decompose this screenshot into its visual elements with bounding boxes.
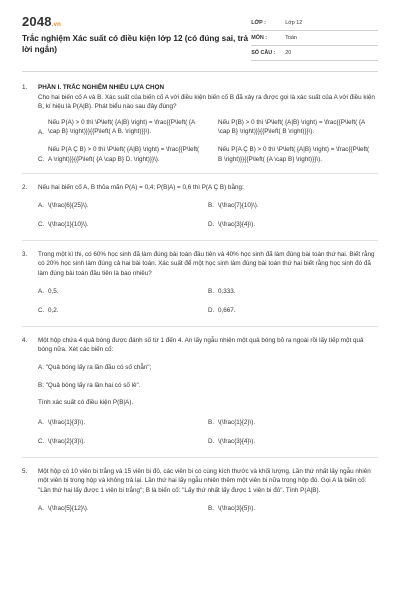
option-text: Nếu P(A Ç B) > 0 thì \P\left( {A|B} \right) = \frac{{P\left( A \right)}}{{P\left( {A \cap B} D. \right)}}\). [48, 146, 200, 163]
meta-row-count [251, 46, 378, 61]
option-letter [208, 118, 218, 138]
question-3 [22, 250, 378, 316]
site-logo[interactable] [22, 14, 251, 29]
option-letter: B. [208, 418, 214, 426]
option-c[interactable] [38, 145, 208, 165]
page-title: Trắc nghiệm Xác suất có điều kiện lớp 12 (có đúng sai, trả lời ngắn) [22, 34, 249, 54]
question-number: 2. [22, 183, 28, 191]
question-number: 1. [22, 84, 28, 91]
option-letter: C. [38, 221, 45, 229]
option-a[interactable] [38, 287, 208, 297]
logo-suffix: .vn [51, 22, 62, 28]
option-text: Nếu P(A) > 0 thì \P\left( {A|B} \right) = \frac{{P\left( {A \cap B} \right)}}{{P\left( A B. \right)}}\). [48, 118, 195, 136]
options-grid [38, 287, 378, 316]
option-text: 0,2. [48, 307, 59, 315]
meta-value: Lớp 12 [285, 20, 303, 26]
question-5 [22, 467, 378, 513]
option-letter: D. [208, 221, 215, 229]
option-text: \(\frac{3}{4}\). [218, 221, 256, 229]
question-body [38, 83, 378, 165]
option-b[interactable] [208, 287, 378, 297]
option-a[interactable] [38, 418, 208, 428]
option-d[interactable] [208, 306, 378, 316]
options-grid [38, 504, 378, 514]
option-letter: C. [38, 307, 45, 315]
option-a[interactable] [38, 118, 208, 138]
option-letter: A. [38, 201, 44, 209]
meta-table [251, 16, 378, 61]
question-body [38, 336, 378, 447]
option-text: Nếu P(B) > 0 thì \P\left( {A|B} \right) = \frac{{P\left( {A \cap B} \right)}}{{P\left( B \right)}}\). [218, 118, 365, 136]
option-letter [208, 145, 218, 165]
option-text: \(\frac{5}{12}\). [48, 504, 89, 512]
options-grid [38, 418, 378, 447]
header-left [22, 14, 251, 61]
option-text: 0,667. [218, 307, 236, 315]
option-text: 0,333. [218, 287, 236, 295]
question-line: Tính xác suất có điều kiện P(B|A). [38, 399, 134, 407]
option-a[interactable] [38, 504, 208, 514]
option-text: \(\frac{7}{10}\). [218, 201, 259, 209]
meta-row-class [251, 16, 378, 31]
question-body [38, 467, 378, 513]
option-letter: A. [38, 128, 44, 136]
header [22, 14, 378, 61]
meta-value: Toán [285, 35, 297, 41]
options-grid [38, 201, 378, 230]
question-body [38, 183, 378, 230]
option-b[interactable] [208, 118, 378, 138]
meta-value: 20 [285, 50, 292, 56]
option-text: \(\frac{6}{25}\). [48, 201, 89, 209]
option-text: \(\frac{1}{2}\). [218, 418, 256, 426]
option-text: \(\frac{1}{10}\). [48, 221, 89, 229]
question-number: 5. [22, 467, 28, 475]
question-1 [22, 83, 378, 165]
section-title: PHẦN I. TRẮC NGHIỆM NHIỀU LỰA CHỌN [38, 84, 165, 91]
option-letter: C. [38, 156, 45, 164]
option-letter: A. [38, 287, 44, 295]
question-4 [22, 336, 378, 447]
meta-label: SỐ CÂU : [251, 50, 276, 56]
meta-label: LỚP : [251, 20, 266, 26]
question-divider [22, 173, 378, 174]
option-a[interactable] [38, 201, 208, 211]
option-text: \(\frac{3}{4}\). [218, 438, 256, 446]
option-letter: B. [208, 287, 214, 295]
question-line: B: "Quả bóng lấy ra lần hai có số lẻ". [38, 381, 141, 389]
option-letter: B. [208, 504, 214, 512]
option-b[interactable] [208, 504, 378, 514]
question-stem: Trong một kì thi, có 60% học sinh đã làm đúng bài toán đầu tiên và 40% học sinh đã làm đúng bài toán thứ hai. Biết rằng có 20% học sinh làm đúng cả hai bài toán. Xác suất để một học sinh làm đúng bài toán thứ hai biết rằng học sinh đó đã làm đúng bài toán đầu tiên là bao nhiêu? [38, 250, 375, 277]
option-text: 0,5. [48, 287, 59, 295]
option-c[interactable] [38, 306, 208, 316]
option-text: \(\frac{2}{3}\). [48, 438, 86, 446]
question-divider [22, 457, 378, 458]
header-divider [22, 71, 378, 72]
option-letter: B. [208, 201, 214, 209]
option-c[interactable] [38, 437, 208, 447]
logo-main: 2048 [22, 14, 52, 29]
question-body [38, 250, 378, 316]
option-letter: D. [208, 307, 215, 315]
question-number: 4. [22, 336, 28, 344]
option-letter: A. [38, 504, 44, 512]
meta-label: MÔN : [251, 35, 268, 41]
option-letter: A. [38, 418, 44, 426]
option-b[interactable] [208, 418, 378, 428]
option-text: \(\frac{1}{3}\). [48, 418, 86, 426]
option-d[interactable] [208, 437, 378, 447]
option-d[interactable] [208, 220, 378, 230]
question-number: 3. [22, 250, 28, 258]
option-letter: C. [38, 438, 45, 446]
option-text: Nếu P(A Ç B) > 0 thì \P\left( {A|B} \right) = \frac{{P\left( B \right)}}{{P\left( {A \cap B} \right)}}\). [218, 146, 370, 163]
options-grid [38, 118, 378, 165]
question-line: A: "Quả bóng lấy ra lần đầu có số chẵn"; [38, 363, 152, 371]
question-divider [22, 326, 378, 327]
option-c[interactable] [38, 220, 208, 230]
question-stem: Nếu hai biến cố A, B thỏa mãn P(A) = 0,4; P(B|A) = 0,6 thì P(A Ç B) bằng: [38, 183, 244, 191]
question-stem: Một hộp chứa 4 quả bóng được đánh số từ 1 đến 4. An lấy ngẫu nhiên một quả bóng bỏ ra ngoài rồi lấy tiếp một quả bóng nữa. Xét các biến cố: [38, 336, 364, 354]
meta-row-subject [251, 31, 378, 46]
question-stem: Cho hai biến cố A và B. Xác suất của biến cố A với điều kiện biến cố B đã xảy ra được gọi là xác suất của A với điều kiện B, kí hiệu là P(A|B). Phát biểu nào sau đây đúng? [38, 93, 375, 111]
question-divider [22, 240, 378, 241]
question-stem: Một hộp có 10 viên bi trắng và 15 viên bi đỏ, các viên bi có cùng kích thước và khối lượng. Lần thứ nhất lấy ngẫu nhiên một viên bi trong hộp và không trả lại. Lần thứ hai lấy ngẫu nhiên thêm một viên bi nữa trong hộp đó. Gọi A là biến cố: "Lần thứ hai lấy được 1 viên bi trắng"; B là biến cố: "Lấy thứ nhất lấy được 1 viên bi đỏ". Tính P(A|B). [38, 467, 371, 495]
option-d[interactable] [208, 145, 378, 165]
question-2 [22, 183, 378, 230]
option-letter: D. [208, 438, 215, 446]
option-b[interactable] [208, 201, 378, 211]
option-text: \(\frac{3}{5}\). [218, 504, 256, 512]
